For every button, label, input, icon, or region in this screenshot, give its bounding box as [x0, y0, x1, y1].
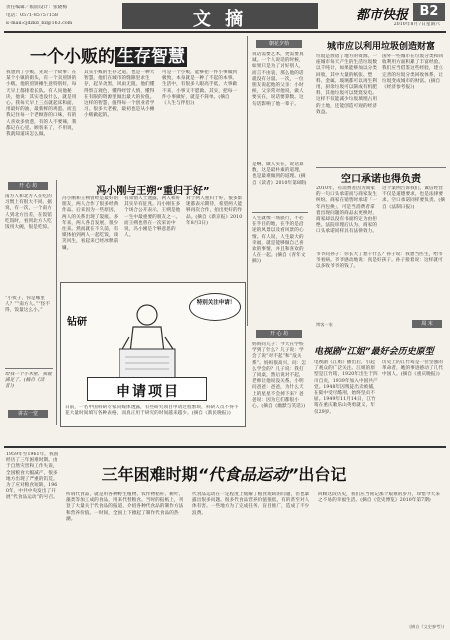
- title-highlight: 生存智慧: [117, 47, 185, 67]
- page-badge: [413, 3, 445, 21]
- article-feng-title: 冯小刚与王朔“重归于好”: [96, 186, 210, 197]
- article-feng-col3: 对于两人重归于好，很多影迷都表示期待，希望两人能够再次合作，拍出更好的作品。(摘自《新京报》2010年8月3日): [186, 196, 243, 226]
- section-title: 文 摘: [192, 9, 248, 30]
- left-section-label: 开 心 坊: [8, 182, 48, 190]
- jokes-label: 开 心 坊: [256, 330, 302, 338]
- left-text-2: “小伙子，你是哪里人？”“南方人。”“怪不得，饭量这么小。”: [5, 296, 51, 314]
- right-middle: [314, 250, 448, 340]
- cartoon-speech-bubble: [189, 293, 241, 321]
- title-prefix: 一个小贩的: [30, 47, 115, 67]
- article-vendor-col2: 其实小贩的生存之道，也是一种大智慧。他们在城市的缝隙里求生存，起早贪黑，风雨无阻。他们懂得察言观色，懂得经营人情，懂得在有限的资源里做出最大的价值。这样的智慧，值得每一个创业者学习。很多大老板，最初也是从小摊小贩做起的。: [84, 70, 155, 119]
- mid-section-label: 朝花夕拾: [256, 40, 302, 48]
- article-jiangjie-col1: 电视剧《江姐》播出后，引起了观众的广泛关注。江姐的原型是江竹筠，1920年出生于四川自贡，1939年加入中国共产党。1948年因叛徒出卖被捕，在狱中受尽酷刑，始终坚贞不屈。1949年11月14日，江竹筠在重庆歌乐山英勇就义，年仅29岁。: [314, 360, 378, 415]
- issue-date: 2010年8月7日星期六: [393, 22, 440, 27]
- bottom-top-rule: [4, 446, 446, 448]
- editor-line: 责任编辑／版面设计：张晓梅: [6, 5, 68, 10]
- bottom-credit: (摘自《文史参考》): [409, 624, 444, 629]
- bottom-title-prefix: 三年困难时期: [101, 465, 198, 484]
- section-banner: [122, 3, 318, 29]
- article-vendor-col1: 我想到了小贩，先说一个故事：在某个小镇的街头，有一个卖煎饼的小贩。他的煎饼摊生意特别好，每天早上都排着长队。有人问他秘诀，他说：其实也没什么，就是用心。我每天早上三点就起床和面，用最好的油，最新鲜的鸡蛋。而且我记住每一个老顾客的口味，有的人喜欢多放葱，有的人不要辣，我都记在心里。顾客来了，不用说，我就知道该怎么做。: [6, 70, 77, 138]
- mid-text-3: 人生就像一场旅行，不必在乎目的地，在乎的是沿途的风景以及看风景的心情。有人说，人生最大的幸福，就是能够做自己喜欢的事情，并且和喜欢的人在一起。(摘自《青年文摘》): [252, 216, 306, 265]
- article-jiangjie-box: [250, 342, 448, 442]
- right-rule: [316, 167, 446, 168]
- bottom-col2: 所谓代食品，就是用各种野生植物、农作物秸秆、树叶、藻类等加工成的食品，用来代替粮食。当时的报纸上，刊登了大量关于代食品的报道，介绍各种代食品的制作方法和营养价值。一时间，全国上下掀起了制作代食品的热潮。: [66, 492, 184, 522]
- masthead-rule: [4, 31, 446, 33]
- article-vendor-title: [30, 42, 230, 66]
- article-garbage: [314, 36, 448, 246]
- article-feng: [60, 180, 246, 280]
- article-jiangjie-col2: 历史上的江竹筠是一位坚强的革命者，她的事迹感动了几代中国人。(摘自《重庆晚报》): [382, 360, 444, 378]
- right-blog-credit: 博客一家: [316, 322, 333, 327]
- column-divider: [247, 36, 248, 326]
- article-vendor-col3: 可是一个小贩，能够把一件小事做到极致，本身就是一种了不起的本事。生活中，有很多人眼高手低，大事做不来，小事又不愿做。其实，把每一件小事做好，就是不简单。(摘自《人生与伴侣》): [162, 70, 238, 107]
- article-garbage-col2: 国外一些城市在垃圾分类和回收利用方面积累了丰富经验。我们应当借鉴这些经验，建立完善的垃圾分类回收体系，让垃圾变成城市的财富。(摘自《经济参考报》): [382, 54, 444, 91]
- right-side-label: 周 末: [412, 320, 442, 328]
- cartoon-left-label: 钻研: [67, 317, 87, 328]
- bottom-title-suffix: 出台记: [298, 465, 347, 484]
- right-middle-text: 爷爷问孙子：你长大了想干什么？孙子说：我想当医生，给爷爷看病。爷爷感动地说：真是好孩子。孙子接着说：这样就可以多收爷爷的钱了。: [316, 252, 443, 270]
- article-substitute-food: [4, 450, 446, 636]
- cartoon-panel: [60, 282, 246, 427]
- paper-name: 都市快报: [355, 8, 408, 23]
- phone-line: 电话：0571-85757158: [6, 13, 59, 18]
- bottom-title-highlight: “代食品运动”: [197, 465, 299, 484]
- article-garbage-col1: 垃圾是放错了地方的资源。一座城市每天产生的生活垃圾数以千吨计，如果能够加以分类回收，其中大量的纸张、塑料、金属、玻璃都可以再生利用，厨余垃圾可以制成有机肥料，其他垃圾可以焚烧发电。这样不仅能减少垃圾填埋占用的土地，还能创造可观的经济效益。: [316, 54, 378, 115]
- bottom-col4: 回顾这段历史，我们应当铭记那个艰难的岁月，珍惜今天来之不易的幸福生活。(摘自《党史博览》2010年第7期): [318, 492, 441, 504]
- left-column-divider: [56, 180, 57, 425]
- masthead: [0, 0, 450, 38]
- cartoon-sign: [87, 377, 207, 401]
- mid-text-2: 是啊，做人实在，说话算数，这是最朴素的道理，也是最难做到的道理。(摘自《读者》2010年第8期): [252, 162, 307, 186]
- article-jiangjie-title: 电视剧“江姐”最好会历史原型: [314, 347, 434, 357]
- left-rule: [5, 368, 53, 369]
- article-promise-title: 空口承诺也得负责: [341, 174, 421, 185]
- mid-rule: [252, 212, 308, 213]
- bottom-title: [66, 462, 382, 486]
- bottom-col1: 1959年至1961年，我国经历了三年困难时期。由于自然灾害和工作失误，全国粮食大幅减产，很多地方出现了严重的饥荒。为了应对粮食短缺，1960年，中共中央发出了开展“代食品运动”的号召。: [6, 452, 59, 501]
- email-line: E-mail:cjdzkd_bz@163.com: [6, 21, 73, 26]
- cartoon-caption: 日前，一名中国科研专家向媒体透露，有些研究项目申请过程繁琐，科研人员不得不花大量时间填写各种表格，而真正用于研究的时间越来越少。(摘自《新民晚报》): [65, 405, 239, 417]
- article-feng-col2: 有知情人士透露，两人和好其实早有征兆。冯小刚在多个场合公开表示，王朔是他一生中最重要的朋友之一。而王朔也曾在一次采访中说，冯小刚是个够意思的人。: [124, 196, 181, 239]
- article-vendor: [4, 36, 242, 176]
- left-bottom-label: 讲古一堂: [8, 410, 48, 418]
- cartoon-sign-text: 申请项目: [116, 384, 180, 400]
- cartoon-figure-drawing: [119, 301, 177, 381]
- left-text-1: 南方人和北方人在吃的习惯上有很大不同。据说，有一次，一个南方人到北方出差，在饭馆吃饭时，看到北方人吃饭用大碗，很是吃惊。: [5, 194, 52, 231]
- cartoon-bubble-text: 特别关注申请！: [196, 300, 236, 306]
- mid-text-1: 说话需要艺术，更需要真诚。一个人说话的时候，如果只是为了讨好别人，而言不由衷，那么他的话就没有分量。一次，一位朋友说起他的父亲：小时候，父亲常对他说，做人要实在，说话要算数。这句话影响了他一辈子。: [252, 52, 304, 107]
- jokes-text: 妈妈问儿子：今天在学校学到了什么？儿子说：学会了说“对不起”和“没关系”。妈妈很高兴，问：怎么学会的？儿子说：我打了同桌，然后说对不起，老师让他说没关系。小明问爸爸：爸爸，为什么天上的星星不会掉下来？爸爸说：因为它们都很小心。(摘自《幽默与笑话》): [252, 342, 307, 410]
- left-column: [4, 180, 54, 425]
- left-quote: 给我一个小木屋，我就满足了。(摘自《读者》): [5, 372, 52, 390]
- cartoon-figure: [119, 301, 177, 381]
- article-promise-col2: 这个案例告诉我们，诚信经营不仅是道德要求，也是法律要求。空口承诺同样要负责。(摘自《法制日报》): [382, 186, 445, 210]
- page-number: B2: [419, 4, 439, 19]
- article-promise-col1: 2010年，有消费者因为商家的一句口头承诺而与商家发生纠纷。商家在销售时承诺「一年内包换」，可是当消费者拿着出现问题的商品去更换时，商家却以没有书面约定为由拒绝。法院审理后认为，商家的口头承诺同样具有法律效力。: [316, 186, 378, 235]
- bottom-col3: 代食品运动在一定程度上缓解了粮食短缺的问题，但也暴露出很多问题。很多代食品营养价值很低，有的甚至对人体有害。一些地方为了完成任务，盲目推广，造成了不少浪费。: [192, 492, 310, 516]
- article-garbage-title: 城市应以利用垃圾创造财富: [326, 42, 435, 52]
- article-feng-col1: 冯小刚和王朔曾经是最好的朋友，两人合作了很多经典作品。后来因为一些原因，两人的关系出现了裂痕。多年来，两人各自发展，很少往来。然而就在不久前，有媒体拍到两人一起吃饭，谈笑风生，看起来已经冰释前嫌。: [62, 196, 119, 251]
- mid-column: [250, 36, 310, 326]
